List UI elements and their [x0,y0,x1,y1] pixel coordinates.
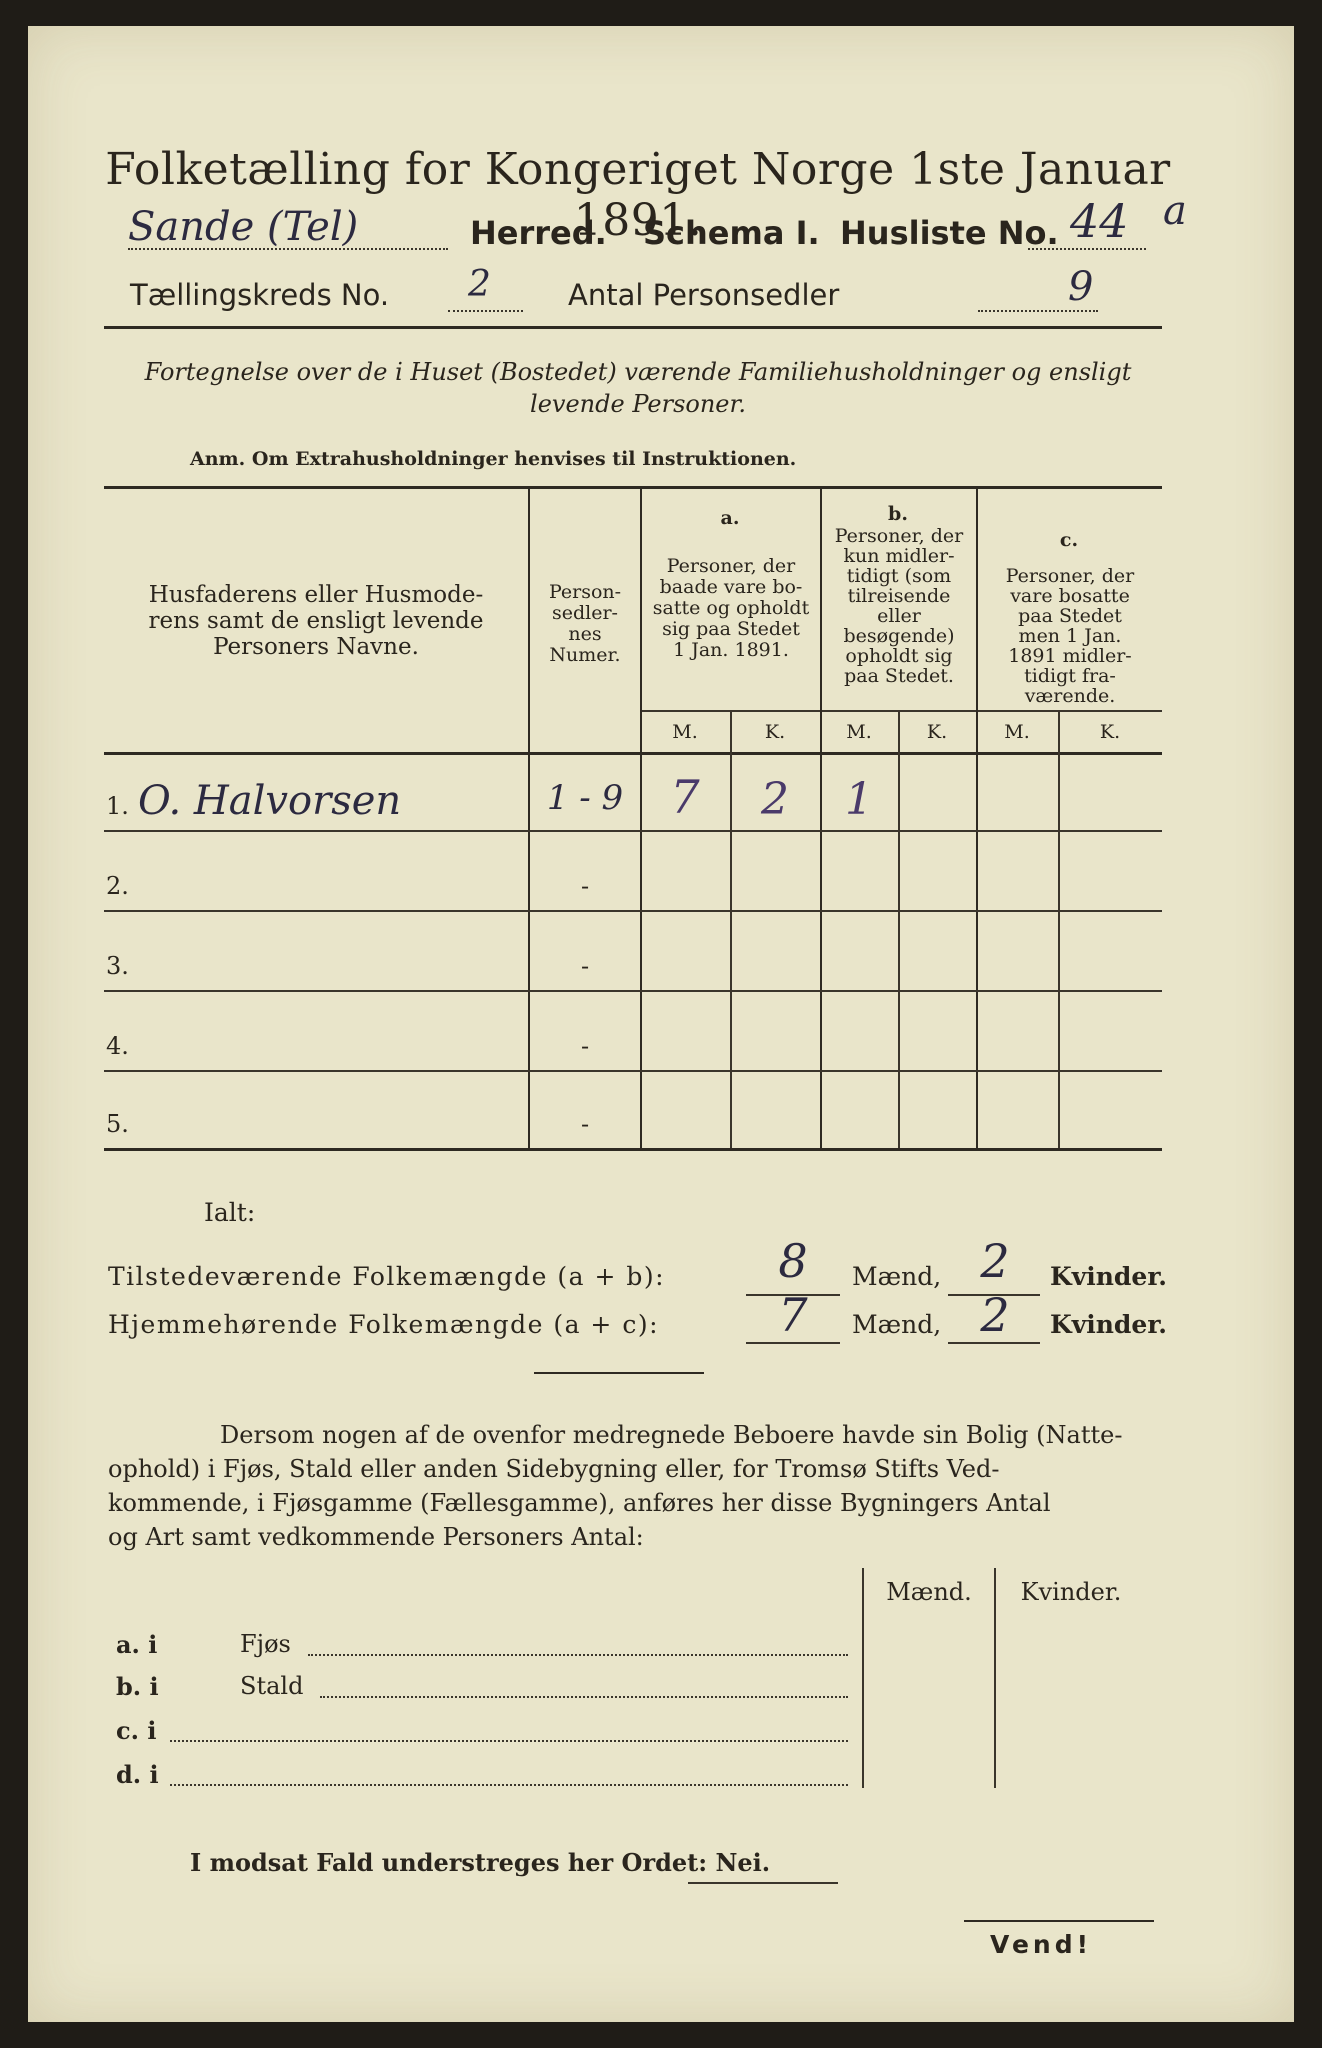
table-bottom-rule [104,1148,1162,1151]
antal-label: Antal Personsedler [568,278,840,312]
col-b-line: tidigt (som [846,565,952,587]
maend-label: Mænd, [852,1262,942,1291]
bolig-line: og Art samt vedkommende Personers Antal: [108,1523,644,1551]
bolig-label-fjos: Fjøs [240,1630,291,1658]
bolig-dotline [308,1654,848,1656]
col-c-line: men 1 Jan. [1018,625,1122,647]
row-numer: - [580,1110,590,1138]
bolig-letter: d. i [116,1760,159,1789]
row-numer: 1 - 9 [546,778,624,818]
herred-value: Sande (Tel) [128,204,359,250]
table-top-rule [104,486,1162,489]
table-head-rule [104,752,1162,755]
row-a-m: 7 [670,770,700,824]
hjemme-kvinder-line [948,1342,1040,1344]
col-b-line: eller [877,605,921,627]
mk-label: K. [1099,721,1121,743]
census-form-page [28,26,1294,2022]
col-c-line: vare bosatte [1010,585,1130,607]
kreds-value: 2 [468,264,491,305]
row-rule [104,990,1162,992]
col-c-line: 1891 midler- [1008,645,1132,667]
kvinder-label: Kvinder. [1050,1262,1167,1291]
bolig-label-stald: Stald [240,1672,304,1700]
kreds-label: Tællingskreds No. [130,278,390,312]
col-sep-c-mk [1058,712,1060,1148]
col-a-header [642,556,820,661]
col-b-header [822,526,976,686]
bolig-line: Dersom nogen af de ovenfor medregnede Beboere havde sin Bolig (Natte- [220,1421,1123,1449]
col-b-line: besøgende) [843,625,955,647]
antal-underline [978,310,1098,312]
row-numer: - [580,872,590,900]
col-b-line: opholdt sig [845,645,953,667]
col-c-line: tidigt fra- [1024,665,1116,687]
mk-label: M. [846,721,872,743]
mk-label: K. [926,721,948,743]
row-number: 4. [106,1032,129,1060]
row-rule [104,830,1162,832]
mk-label: M. [1004,721,1030,743]
husliste-value: 44 [1070,194,1129,248]
col-names-header [104,582,528,660]
hjemme-maend-line [746,1342,840,1344]
col-b-line: Personer, der [834,525,964,547]
col-b-letter: b. [888,503,908,525]
nei-underline [688,1882,838,1884]
col-numer-line: nes [568,623,602,645]
maend-label: Mænd, [852,1310,942,1339]
antal-value: 9 [1068,264,1094,310]
schema-label: Schema I. [643,214,820,252]
anm-note: Anm. Om Extrahusholdninger henvises til Instruktionen. [190,448,797,470]
bolig-col-kvinder: Kvinder. [1020,1578,1122,1606]
col-a-line: 1 Jan. 1891. [673,639,789,661]
col-b-line: tilreisende [847,585,951,607]
col-a-letter: a. [720,507,740,529]
col-a-line: satte og opholdt [652,597,810,619]
row-number: 5. [106,1110,129,1138]
mk-label: K. [764,721,786,743]
intro-line-1: Fortegnelse over de i Huset (Bostedet) værende Familiehusholdninger og ensligt [144,358,1132,386]
row-numer: - [580,952,590,980]
form-title: Folketælling for Kongeriget Norge 1ste Januar 1891. [105,144,1171,246]
col-c-line: værende. [1024,685,1116,707]
row-rule [104,1070,1162,1072]
tilstede-label: Tilstedeværende Folkemængde (a + b): [108,1262,666,1291]
tilstede-kvinder-value: 2 [980,1234,1010,1288]
kvinder-label: Kvinder. [1050,1310,1167,1339]
bolig-paragraph [108,1418,1168,1554]
section-divider [534,1372,704,1374]
herred-label: Herred. [470,214,607,252]
row-number: 2. [106,872,129,900]
ialt-label: Ialt: [204,1198,256,1227]
col-names-line: Husfaderens eller Husmode- [148,582,484,608]
col-names-line: rens samt de ensligt levende [148,608,484,634]
tilstede-maend-value: 8 [778,1234,808,1288]
col-sep-b-mk [898,712,900,1148]
col-numer-header [530,582,640,666]
row-a-k: 2 [761,774,789,825]
bolig-dotline [170,1740,848,1742]
herred-underline [128,248,448,250]
vend-label: Vend! [990,1930,1093,1959]
bolig-letter: c. i [116,1716,157,1745]
bolig-line: ophold) i Fjøs, Stald eller anden Sidebygning eller, for Tromsø Stifts Ved- [108,1455,1000,1483]
col-numer-line: Numer. [549,644,621,666]
col-a-line: baade vare bo- [659,576,803,598]
vend-rule [964,1920,1154,1922]
col-b-line: kun midler- [843,545,955,567]
col-b-line: paa Stedet. [844,665,954,687]
bolig-dotline [320,1696,848,1698]
row-rule [104,910,1162,912]
husliste-underline [1028,248,1146,250]
husliste-label: Husliste No. [840,214,1059,252]
row-number: 1. [106,792,129,820]
row-number: 3. [106,952,129,980]
col-numer-line: sedler- [552,602,618,624]
bolig-line: kommende, i Fjøsgamme (Fællesgamme), anføres her disse Bygningers Antal [108,1489,1051,1517]
col-c-letter: c. [1059,529,1079,551]
row-numer: - [580,1032,590,1060]
mk-label: M. [672,721,698,743]
col-c-line: paa Stedet [1018,605,1122,627]
intro-line-2: levende Personer. [530,390,746,418]
hjemme-maend-value: 7 [778,1288,808,1342]
hjemme-kvinder-value: 2 [980,1288,1010,1342]
col-a-line: sig paa Stedet [662,618,800,640]
husliste-suffix: a [1163,188,1187,234]
col-c-line: Personer, der [1005,565,1135,587]
modsat-note: I modsat Fald understreges her Ordet: Nei. [190,1848,771,1877]
col-names-line: Personers Navne. [213,634,419,660]
mk-rule [640,710,1162,712]
col-numer-line: Person- [548,581,622,603]
hjemme-label: Hjemmehørende Folkemængde (a + c): [108,1310,659,1339]
row-name: O. Halvorsen [138,778,402,824]
bolig-letter: b. i [116,1672,159,1701]
col-c-header [978,566,1162,706]
header-rule [104,326,1162,329]
bolig-dotline [170,1784,848,1786]
bolig-letter: a. i [116,1630,158,1659]
bolig-col-maend: Mænd. [886,1578,972,1606]
row-b-m: 1 [845,774,873,825]
kreds-underline [448,310,523,312]
col-a-line: Personer, der [666,555,796,577]
